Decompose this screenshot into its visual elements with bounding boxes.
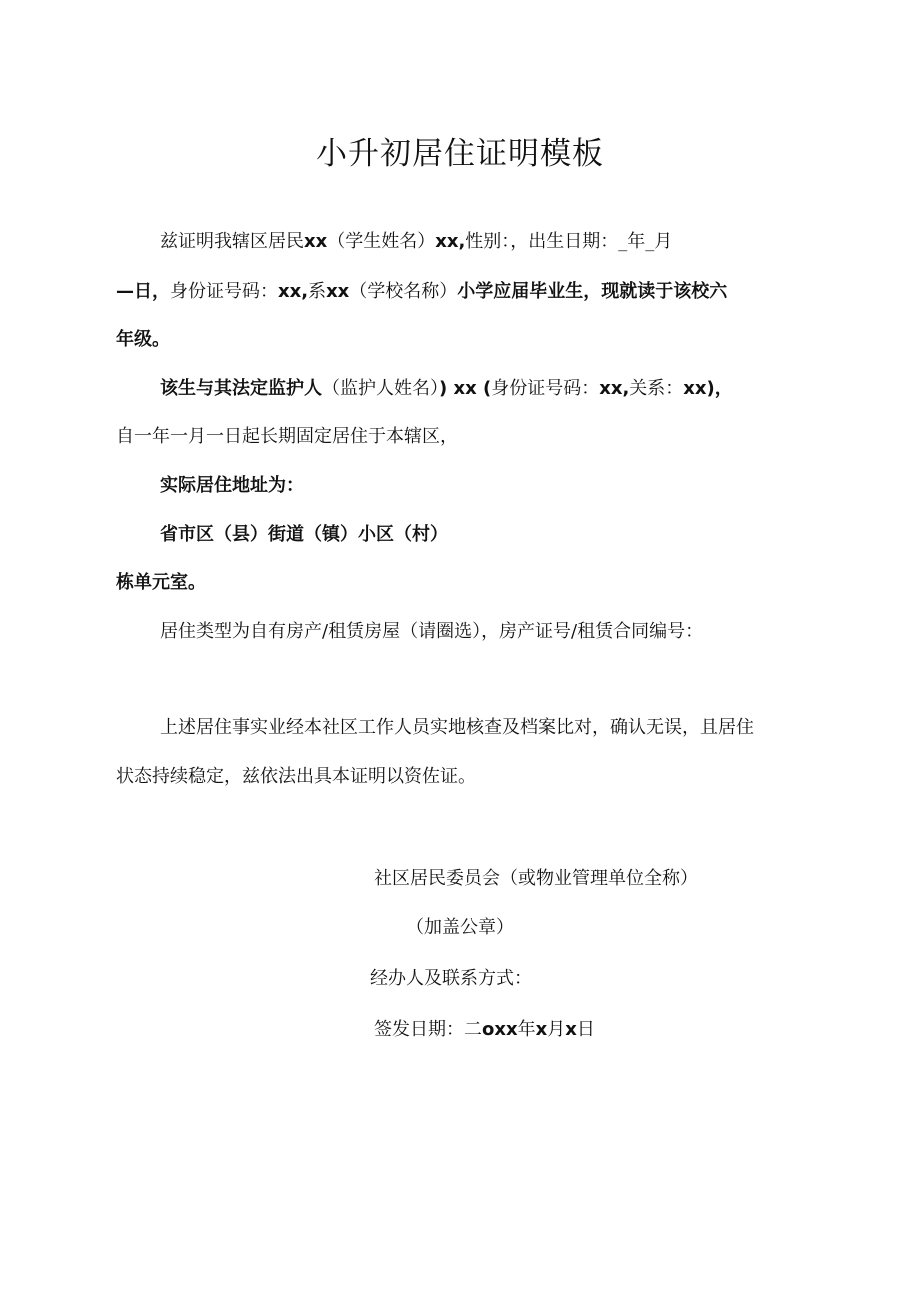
document-title: 小升初居住证明模板 bbox=[316, 136, 604, 172]
address-line-2: 栋单元室。 bbox=[116, 572, 206, 593]
address-line-1: 省市区（县）街道（镇）小区（村） bbox=[160, 524, 448, 545]
paragraph-1-line-3: 年级。 bbox=[116, 329, 170, 350]
paragraph-1-line-2: —日，身份证号码：xx,系xx（学校名称）小学应届毕业生，现就读于该校六 bbox=[116, 281, 728, 302]
issuing-organization: 社区居民委员会（或物业管理单位全称） bbox=[374, 868, 698, 889]
paragraph-1-line-1: 兹证明我辖区居民xx（学生姓名）xx,性别：，出生日期：_年_月 bbox=[160, 231, 673, 252]
paragraph-3-line-1: 上述居住事实业经本社区工作人员实地核查及档案比对，确认无误，且居住 bbox=[160, 717, 754, 738]
paragraph-2-line-2: 自一年一月一日起长期固定居住于本辖区， bbox=[116, 426, 458, 447]
paragraph-2-line-1: 该生与其法定监护人（监护人姓名）) xx (身份证号码：xx,关系：xx)， bbox=[160, 378, 733, 399]
handler-contact: 经办人及联系方式： bbox=[370, 968, 532, 989]
residence-type: 居住类型为自有房产/租赁房屋（请圈选），房产证号/租赁合同编号： bbox=[160, 621, 704, 642]
official-seal-note: （加盖公章） bbox=[406, 917, 514, 938]
issue-date: 签发日期：二oxx年x月x日 bbox=[374, 1019, 595, 1040]
address-label: 实际居住地址为： bbox=[160, 475, 304, 496]
paragraph-3-line-2: 状态持续稳定，兹依法出具本证明以资佐证。 bbox=[116, 766, 476, 787]
